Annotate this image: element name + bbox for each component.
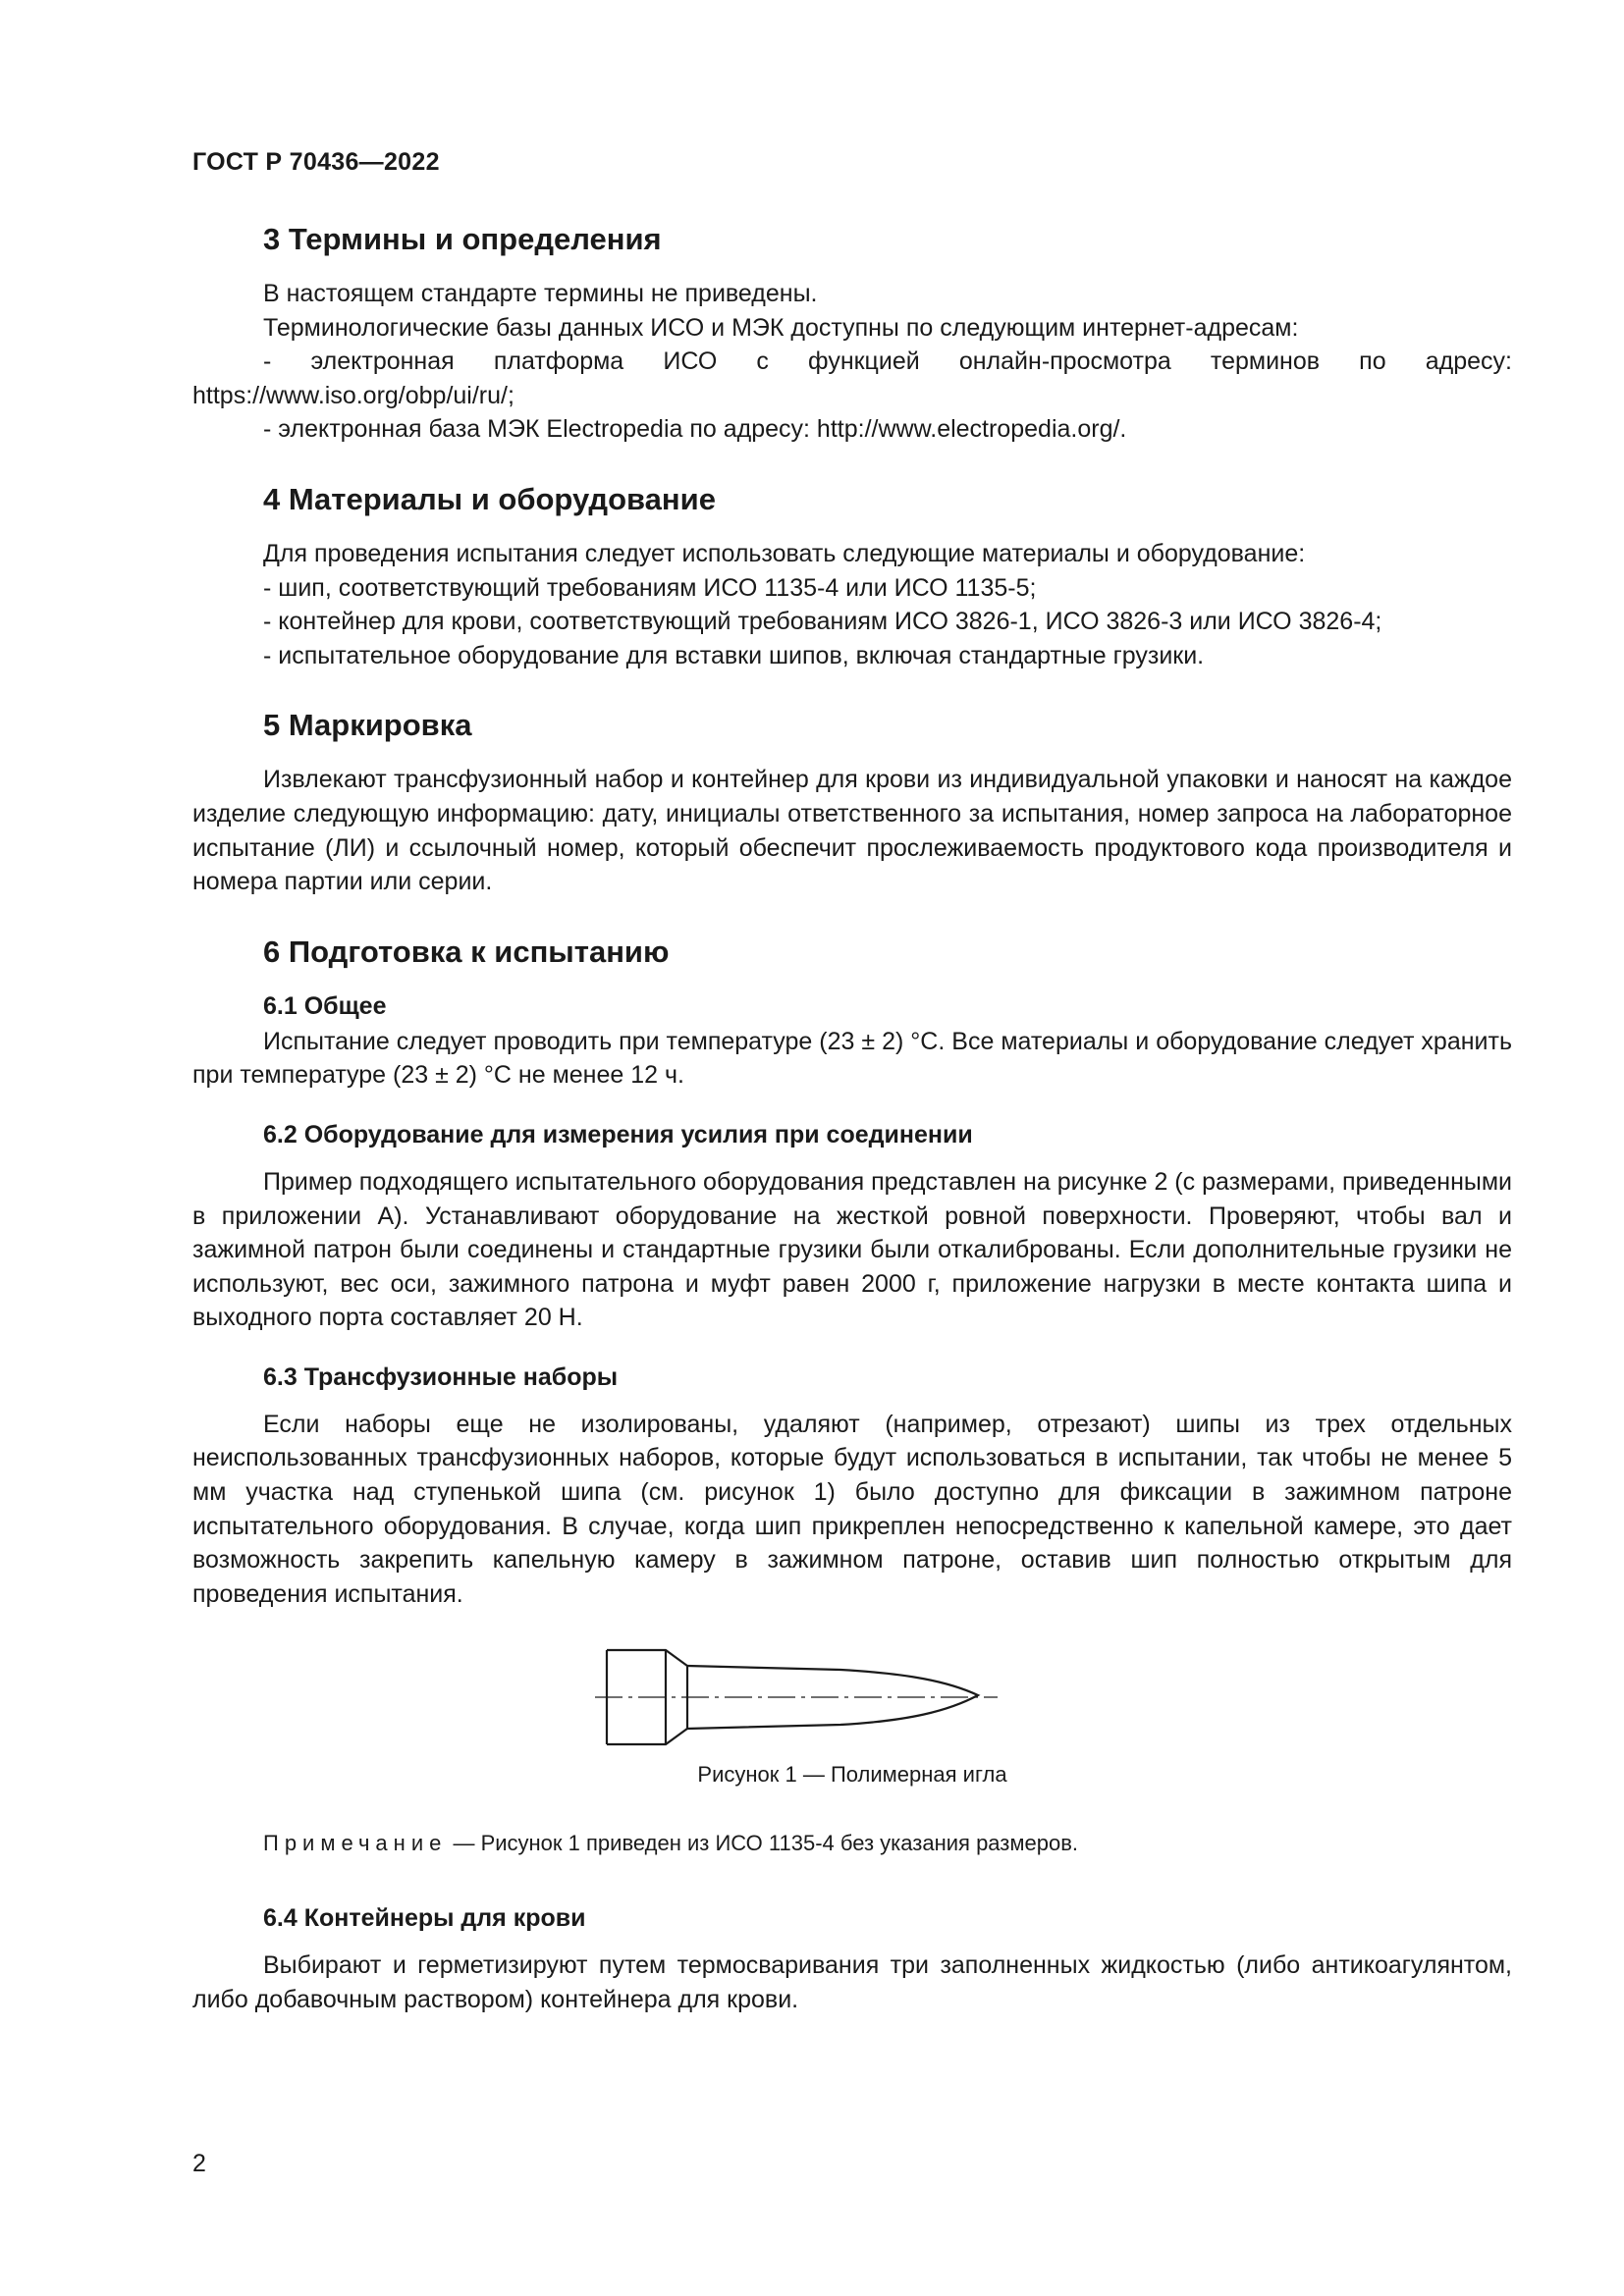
polymer-needle-drawing [595, 1638, 1106, 1756]
subsection-6-3-title: 6.3 Трансфузионные наборы [263, 1362, 619, 1391]
section-4-intro: Для проведения испытания следует использовать следующие материалы и оборудование: [263, 539, 1306, 567]
subsection-6-2-paragraph: Пример подходящего испытательного оборудования представлен на рисунке 2 (с размерами, приведенными в приложении А). Устанавливают оборудование на жесткой ровной поверхности. Проверяют, чтобы вал и зажимной патрон были соединены и стандартные грузики были откалиброваны. Если дополнительные грузики не используют, вес оси, зажимного патрона и муфт равен 2000 г, приложение нагрузки в месте контакта шипа и выходного порта составляет 20 Н. [192, 1167, 1512, 1332]
standard-code-header: ГОСТ Р 70436—2022 [192, 148, 440, 176]
section-5-title: 5 Маркировка [263, 708, 472, 743]
subsection-6-1-title: 6.1 Общее [263, 991, 387, 1020]
subsection-6-1 [192, 989, 1512, 1093]
figure-1-caption: Рисунок 1 — Полимерная игла [697, 1762, 1007, 1788]
section-4-list-item: - контейнер для крови, соответствующий требованиям ИСО 3826-1, ИСО 3826-3 или ИСО 3826-4; [263, 608, 1382, 636]
figure-1 [192, 1638, 1512, 1835]
section-5 [192, 706, 1512, 898]
subsection-6-1-paragraph: Испытание следует проводить при температуре (23 ± 2) °C. Все материалы и оборудование следует хранить при температуре (23 ± 2) °C не менее 12 ч. [192, 1027, 1512, 1090]
subsection-6-4 [192, 1901, 1512, 2016]
section-6-title: 6 Подготовка к испытанию [263, 934, 670, 969]
page-number: 2 [192, 2150, 206, 2177]
section-6 [192, 933, 1512, 2017]
document-body [192, 220, 1512, 2017]
note-text: — Рисунок 1 приведен из ИСО 1135-4 без указания размеров. [447, 1831, 1079, 1856]
subsection-6-4-title: 6.4 Контейнеры для крови [263, 1904, 586, 1933]
subsection-6-3 [192, 1361, 1512, 1859]
section-3-title: 3 Термины и определения [263, 222, 662, 256]
section-4 [192, 480, 1512, 672]
section-3-paragraph-2: Терминологические базы данных ИСО и МЭК доступны по следующим интернет-адресам: [263, 313, 1299, 342]
section-4-list-item: - шип, соответствующий требованиям ИСО 1135-4 или ИСО 1135-5; [263, 573, 1037, 602]
section-5-paragraph: Извлекают трансфузионный набор и контейнер для крови из индивидуальной упаковки и наносят на каждое изделие следующую информацию: дату, инициалы ответственного за испытания, номер запроса на лабораторное испытание (ЛИ) и ссылочный номер, который обеспечит прослеживаемость продуктового кода производителя и номера партии или серии. [192, 766, 1512, 896]
section-3-list-item-2: - электронная база МЭК Electropedia по адресу: http://www.electropedia.org/. [263, 415, 1127, 444]
note-label: Примечание [263, 1831, 448, 1856]
subsection-6-2-title: 6.2 Оборудование для измерения усилия при соединении [263, 1120, 973, 1148]
subsection-6-4-paragraph: Выбирают и герметизируют путем термосваривания три заполненных жидкостью (либо антикоагулянтом, либо добавочным раствором) контейнера для крови. [192, 1951, 1512, 2014]
section-3-paragraph-1: В настоящем стандарте термины не приведены. [263, 280, 818, 307]
section-3 [192, 220, 1512, 447]
subsection-6-2 [192, 1118, 1512, 1335]
section-4-list-item: - испытательное оборудование для вставки шипов, включая стандартные грузики. [263, 641, 1205, 669]
section-4-title: 4 Материалы и оборудование [263, 481, 716, 516]
section-3-list-item-1: - электронная платформа ИСО с функцией онлайн-просмотра терминов по адресу: https://www.iso.org/obp/ui/ru/; [192, 347, 1512, 409]
subsection-6-3-paragraph: Если наборы еще не изолированы, удаляют (например, отрезают) шипы из трех отдельных неиспользованных трансфузионных наборов, которые будут использоваться в испытании, так чтобы не менее 5 мм участка над ступенькой шипа (см. рисунок 1) было доступно для фиксации в зажимном патроне испытательного оборудования. В случае, когда шип прикреплен непосредственно к капельной камере, это дает возможность закрепить капельную камеру в зажимном патроне, оставив шип полностью открытым для проведения испытания. [192, 1410, 1512, 1608]
